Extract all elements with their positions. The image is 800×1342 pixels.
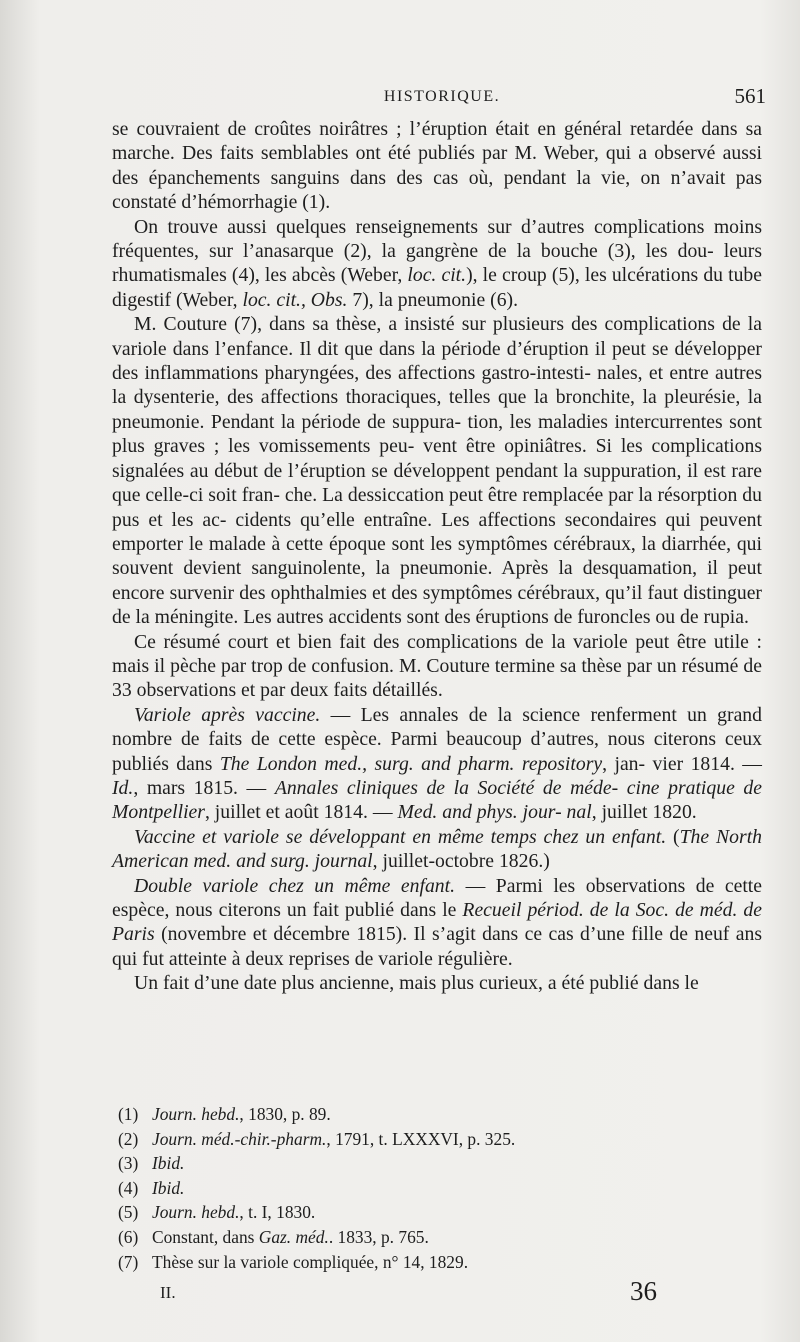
paragraph: Variole après vaccine. — Les annales de la science renferment un grand nombre de faits de cette espèce. Parmi beaucoup d’autres, nous citerons ceux publiés dans The London med., surg. and pharm. repository, jan- vier 1814. — Id., mars 1815. — Annales cliniques de la Société de méde- cine pratique de Montpellier, juillet et août 1814. — Med. and phys. jour- nal, juillet 1820. bbox=[112, 703, 762, 824]
footnote-text: Thèse sur la variole compliquée, n° 14, 1829. bbox=[152, 1251, 469, 1272]
footnote-text: Ibid. bbox=[152, 1177, 185, 1198]
footnote bbox=[118, 1250, 758, 1275]
footnote bbox=[118, 1176, 758, 1201]
footnote-marker: (5) bbox=[118, 1202, 139, 1223]
page-header bbox=[112, 84, 772, 114]
footnote bbox=[118, 1200, 758, 1225]
footnote bbox=[118, 1225, 758, 1250]
footnote-marker: (4) bbox=[118, 1177, 139, 1198]
footnote-text: Journ. hebd., t. I, 1830. bbox=[152, 1202, 316, 1223]
sheet-number: 36 bbox=[630, 1276, 657, 1306]
paragraph: M. Couture (7), dans sa thèse, a insisté sur plusieurs des complications de la variole dans l’enfance. Il dit que dans la période d’éruption il peut se développer des inflammations pharyngées, des affections gastro-intesti- nales, et entre autres la dysenterie, des affections thoraciques, telles que la bronchite, la pleurésie, la pneumonie. Pendant la période de suppura- tion, les maladies intercurrentes sont plus graves ; les vomissements peu- vent être opiniâtres. Si les complications signalées au début de l’éruption se développent pendant la suppuration, il est rare que celle-ci soit fran- che. La dessiccation peut être remplacée par la résorption du pus et les ac- cidents qu’elle entraîne. Les affections secondaires qui peuvent emporter le malade à cette époque sont les symptômes cérébraux, la diarrhée, qui souvent devient sanguinolente, la pneumonie. Après la desquamation, il peut encore survenir des ophthalmies et des symptômes cérébraux, qu’il faut distinguer de la méningite. Les autres accidents sont des éruptions de furoncles ou de rupia. bbox=[112, 313, 762, 629]
footnote-marker: (7) bbox=[118, 1251, 139, 1272]
paragraph: se couvraient de croûtes noirâtres ; l’éruption était en général retardée dans sa marche. Des faits semblables ont été publiés par M. Weber, qui a observé aussi des épanchements sanguins dans des cas où, pendant la vie, on n’avait pas constaté d’hémorrhagie (1). bbox=[112, 118, 762, 214]
paragraph: Double variole chez un même enfant. — Parmi les observations de cette espèce, nous citerons un fait publié dans le Recueil périod. de la Soc. de méd. de Paris (novembre et décembre 1815). Il s’agit dans ce cas d’une fille de neuf ans qui fut atteinte à deux reprises de variole régulière. bbox=[112, 874, 763, 970]
page-number: 561 bbox=[734, 84, 766, 108]
paragraph: Ce résumé court et bien fait des complications de la variole peut être utile : mais il pèche par trop de confusion. M. Couture termine sa thèse par un résumé de 33 observations et par deux faits détaillés. bbox=[112, 630, 762, 702]
footnote-marker: (6) bbox=[118, 1226, 139, 1247]
footnote-text: Ibid. bbox=[152, 1153, 185, 1174]
footnote-marker: (2) bbox=[118, 1128, 139, 1149]
footnote bbox=[118, 1151, 758, 1176]
footnote bbox=[118, 1127, 758, 1152]
footnote-text: Journ. méd.-chir.-pharm., 1791, t. LXXXVI, p. 325. bbox=[152, 1128, 516, 1149]
paragraph: Un fait d’une date plus ancienne, mais plus curieux, a été publié dans le bbox=[134, 972, 699, 995]
signature-mark: II. bbox=[160, 1283, 176, 1302]
paragraph: On trouve aussi quelques renseignements sur d’autres complications moins fréquentes, sur l’anasarque (2), la gangrène de la bouche (3), les dou- leurs rhumatismales (4), les abcès (Weber, loc. cit.), le croup (5), les ulcérations du tube digestif (Weber, loc. cit., Obs. 7), la pneumonie (6). bbox=[112, 215, 763, 311]
footnote-marker: (3) bbox=[118, 1153, 139, 1174]
footnote bbox=[118, 1102, 758, 1127]
footnote-text: Constant, dans Gaz. méd.. 1833, p. 765. bbox=[152, 1226, 429, 1247]
body-text bbox=[112, 117, 762, 996]
footnotes bbox=[118, 1102, 758, 1274]
running-head: HISTORIQUE. bbox=[383, 88, 501, 105]
paragraph: Vaccine et variole se développant en même temps chez un enfant. (The North American med. and surg. journal, juillet-octobre 1826.) bbox=[112, 825, 763, 873]
footnote-marker: (1) bbox=[118, 1104, 139, 1124]
footnote-text: Journ. hebd., 1830, p. 89. bbox=[152, 1104, 331, 1124]
